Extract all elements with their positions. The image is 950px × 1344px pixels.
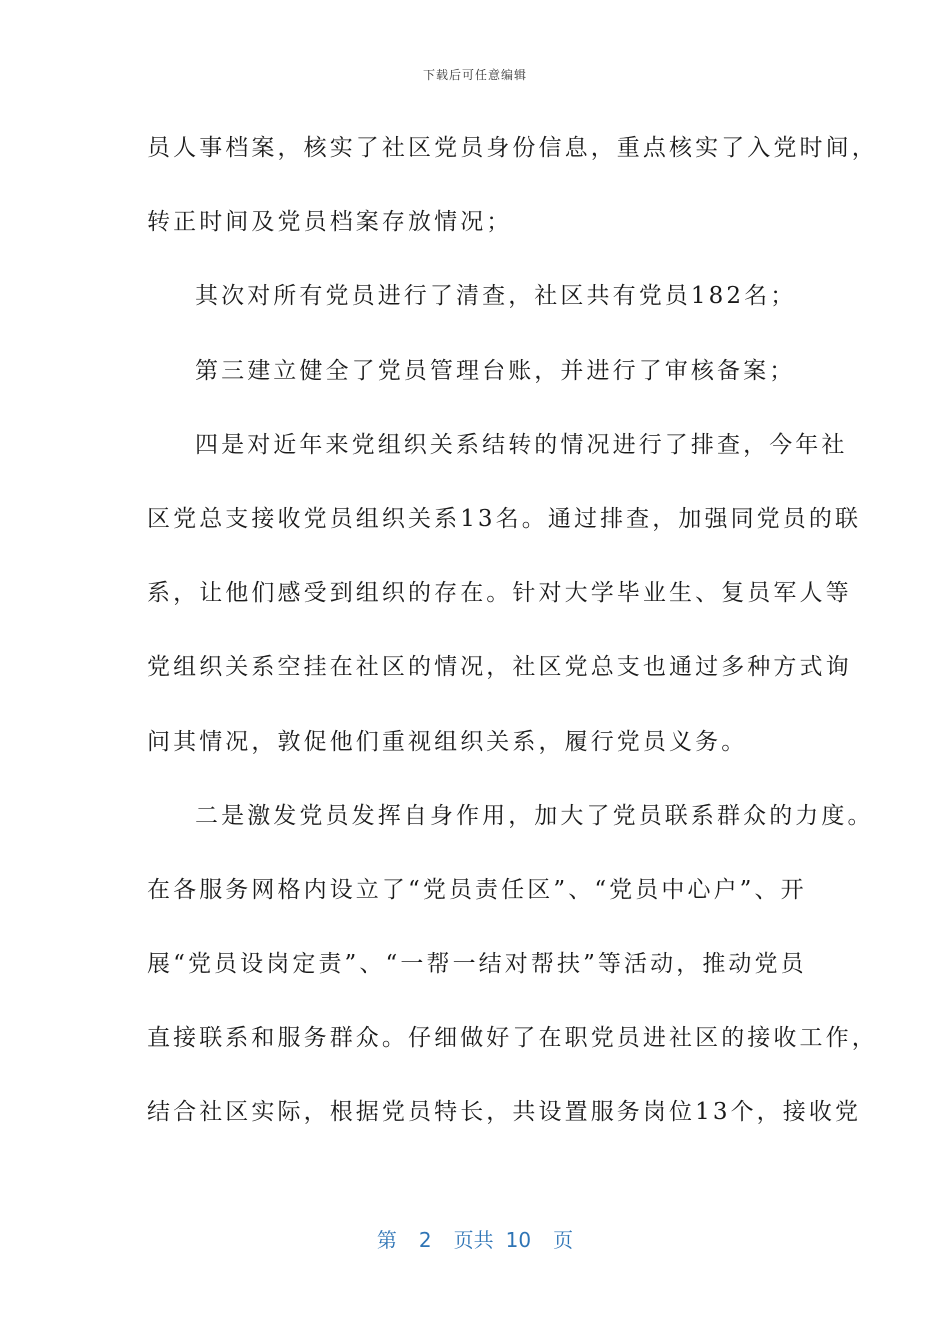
text-line: 区党总支接收党员组织关系13名。通过排查，加强同党员的联 xyxy=(147,505,862,532)
footer-total-pages: 10 xyxy=(505,1228,532,1252)
text-line: 结合社区实际，根据党员特长，共设置服务岗位13个，接收党 xyxy=(147,1099,862,1126)
text-line: 转正时间及党员档案存放情况； xyxy=(147,209,513,236)
footer-prefix: 第 xyxy=(376,1228,397,1252)
footer-middle: 页共 xyxy=(453,1228,494,1252)
text-line: 展“党员设岗定责”、“一帮一结对帮扶”等活动，推动党员 xyxy=(147,951,807,978)
text-line: 四是对近年来党组织关系结转的情况进行了排查，今年社 xyxy=(195,431,848,458)
page-footer xyxy=(0,1224,950,1253)
text-line: 员人事档案，核实了社区党员身份信息，重点核实了入党时间， xyxy=(147,135,878,161)
footer-suffix: 页 xyxy=(553,1228,574,1252)
text-line: 系，让他们感受到组织的存在。针对大学毕业生、复员军人等 xyxy=(147,580,852,607)
text-line: 问其情况，敦促他们重视组织关系，履行党员义务。 xyxy=(147,728,748,755)
text-line: 二是激发党员发挥自身作用，加大了党员联系群众的力度。 xyxy=(195,802,874,829)
text-line: 在各服务网格内设立了“党员责任区”、“党员中心户”、开 xyxy=(147,876,807,903)
footer-page-number: 2 xyxy=(418,1228,432,1252)
document-body xyxy=(147,122,878,1161)
text-line: 第三建立健全了党员管理台账，并进行了审核备案； xyxy=(195,357,796,384)
page-header-note: 下载后可任意编辑 xyxy=(422,68,527,82)
text-line: 党组织关系空挂在社区的情况，社区党总支也通过多种方式询 xyxy=(147,654,852,681)
text-line: 直接联系和服务群众。仔细做好了在职党员进社区的接收工作， xyxy=(147,1025,878,1052)
text-line: 其次对所有党员进行了清查，社区共有党员182名； xyxy=(195,283,797,310)
